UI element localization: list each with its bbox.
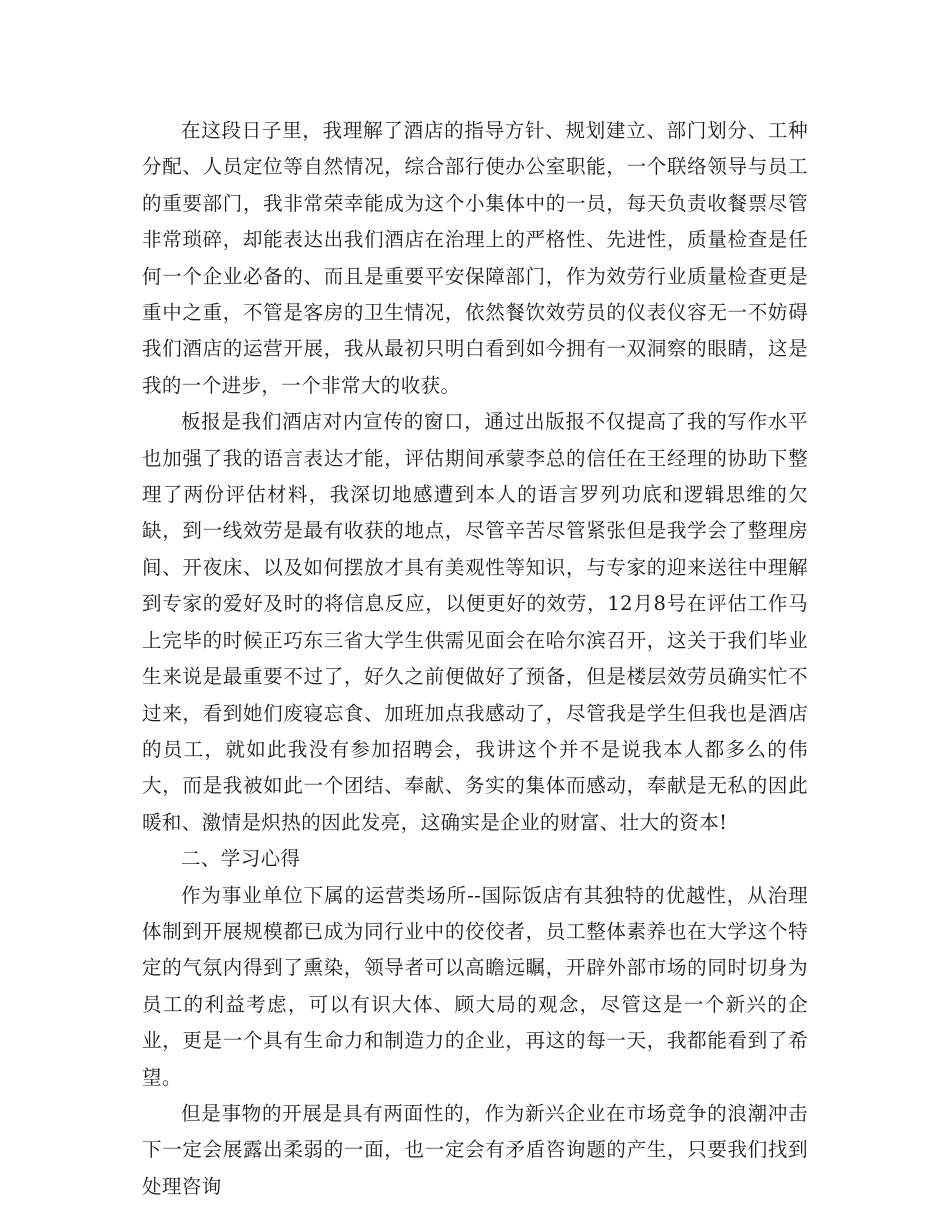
paragraph-institution-advantages: 作为事业单位下属的运营类场所--国际饭店有其独特的优越性，从治理体制到开展规模都已成为同行业中的佼佼者，员工整体素养也在大学这个特定的气氛内得到了熏染，领导者可以高瞻远瞩，开辟外部市场的同时切身为员工的利益考虑，可以有识大体、顾大局的观念，尽管这是一个新兴的企业，更是一个具有生命力和制造力的企业，再这的每一天，我都能看到了希望。 [142,883,808,1089]
paragraph-hotel-understanding: 在这段日子里，我理解了酒店的指导方针、规划建立、部门划分、工种分配、人员定位等自然情况，综合部行使办公室职能，一个联络领导与员工的重要部门，我非常荣幸能成为这个小集体中的一员，每天负责收餐票尽管非常琐碎，却能表达出我们酒店在治理上的严格性、先进性，质量检查是任何一个企业必备的、而且是重要平安保障部门，作为效劳行业质量检查更是重中之重，不管是客房的卫生情况，依然餐饮效劳员的仪表仪容无一不妨碍我们酒店的运营开展，我从最初只明白看到如今拥有一双洞察的眼睛，这是我的一个进步，一个非常大的收获。 [142,119,808,397]
section-heading-study-insights: 二、学习心得 [181,847,301,871]
document-body [142,113,808,1205]
paragraph-two-sidedness: 但是事物的开展是具有两面性的，作为新兴企业在市场竞争的浪潮冲击下一定会展露出柔弱的一面，也一定会有矛盾咨询题的产生，只要我们找到处理咨询 [142,1101,808,1198]
paragraph-bulletin-board: 板报是我们酒店对内宣传的窗口，通过出版报不仅提高了我的写作水平也加强了我的语言表达才能，评估期间承蒙李总的信任在王经理的协助下整理了两份评估材料，我深切地感遭到本人的语言罗列功底和逻辑思维的欠缺，到一线效劳是最有收获的地点，尽管辛苦尽管紧张但是我学会了整理房间、开夜床、以及如何摆放才具有美观性等知识，与专家的迎来送往中理解到专家的爱好及时的将信息反应，以便更好的效劳，12月8号在评估工作马上完毕的时候正巧东三省大学生供需见面会在哈尔滨召开，这关于我们毕业生来说是最重要不过了，好久之前便做好了预备，但是楼层效劳员确实忙不过来，看到她们废寝忘食、加班加点我感动了，尽管我是学生但我也是酒店的员工，就如此我没有参加招聘会，我讲这个并不是说我本人都多么的伟大，而是我被如此一个团结、奉献、务实的集体而感动，奉献是无私的因此暖和、激情是炽热的因此发亮，这确实是企业的财富、壮大的资本! [142,410,808,834]
